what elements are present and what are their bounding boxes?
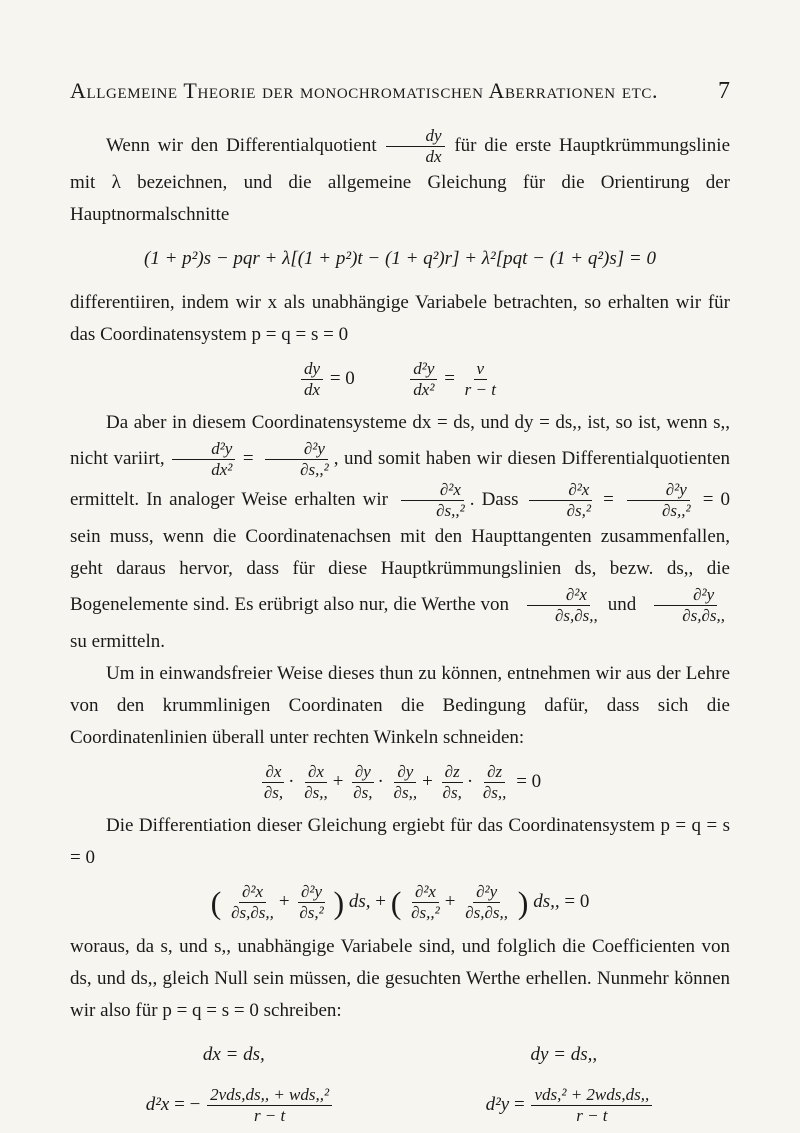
p1-text-b: für die erste Hauptkrümmungslinie mit λ bezeichnen, und die allgemeine Gleichung für die Orientirung der Hauptnormalschnitte [70,134,731,225]
paragraph-4: Um in einwandsfreier Weise dieses thun zu können, entnehmen wir aus der Lehre von den krummlinigen Coordinaten die Bedingung dafür, dass sich die Coordinatenlinien überall unter rechten Winkeln schneiden: [70,663,730,748]
page-number: 7 [718,78,730,104]
equation-differentiation: ( $\frac{\text{∂²x}}{\partial s,\partial s,,}$ + $\frac{\text{∂²y}}{\text{∂s,²}}$ ) ds, + ( $\frac{\text{∂²x}}{\text{∂s,,²}}$ + $\frac{\text{∂²y}}{\partial s,\partial s,,}$ ) ds,, = 0 [210,882,590,923]
page-header [70,78,730,118]
running-title: Allgemeine Theorie der monochromatischen Aberrationen etc. [70,78,659,103]
p1-text-a: Wenn wir den Differentialquotient [106,134,377,156]
paragraph-6: woraus, da s, und s,, unabhängige Variabele sind, und folglich die Coefficienten von ds, und ds,, gleich Null sein müssen, die gesuchten Werthe erhellen. Nunmehr können wir also für p = q = s = 0 schreiben: [70,935,730,1021]
paragraph-1 [70,126,730,231]
paragraph-3: Da aber in diesem Coordinatensysteme dx = ds, und dy = ds,, ist, so ist, wenn s,, nicht variirt, $\frac{\text{d²y}}{\text{dx²}}$ = $\frac{\text{∂²y}}{\text{∂s,,²}}$ , und somit haben wir diesen Differentialquotienten ermittelt. In analoger Weise erhalten wir $\frac{\text{∂²x}}{\text{∂s,,²}}$ . Dass $\frac{\text{∂²x}}{\text{∂s,²}}$ = $\frac{\text{∂²y}}{\text{∂s,,²}}$ = 0 sein muss, wenn die Coordinatenachsen mit den Haupttangenten zusammenfallen, geht daraus hervor, dass für diese Hauptkrümmungslinien ds, bezw. ds,, die Bogenelemente sind. Es erübrigt also nur, die Werthe von $\frac{\text{∂²x}}{\partial s,\partial s,,}$ und $\frac{\text{∂²y}}{\partial s,\partial s,,}$ su ermitteln. [70,412,731,652]
page-body [70,126,730,1133]
paragraph-5: Die Differentiation dieser Gleichung ergiebt für das Coordinatensystem p = q = s = 0 [70,815,730,868]
equation-derivatives: $\frac{dy}{dx}$ = 0 $\frac{\text{d²y}}{\text{dx²}}$ = $\frac{v}{r - t}$ [70,357,730,401]
equation-orthogonality: $\frac{\partial x}{\partial s,}$ · $\frac{\partial x}{\partial s,,}$ + $\frac{\partial y}{\partial s,}$ · $\frac{\partial y}{\partial s,,}$ + $\frac{\partial z}{\partial s,}$ · $\frac{\partial z}{\partial s,,}$ = 0 [263,762,542,803]
equation-orientation: (1 + p²)s − pqr + λ[(1 + p²)t − (1 + q²)r] + λ²[pqt − (1 + q²)s] = 0 [144,248,656,269]
paragraph-2: differentiiren, indem wir x als unabhängige Variabele betrachten, so erhalten wir für das Coordinatensystem p = q = s = 0 [70,292,730,345]
equation-second-derivatives: d²x = − $\frac{\text{2vds,ds,, + wds,,²}}{r - t}$ d²y = $\frac{\text{vds,² + 2wds,ds,,}}{r - t}$ [70,1083,730,1127]
equation-dx-dy: dx = ds, dy = ds,, [202,1043,598,1065]
dy-dx-fraction: $\frac{dy}{dx}$ [386,126,444,167]
